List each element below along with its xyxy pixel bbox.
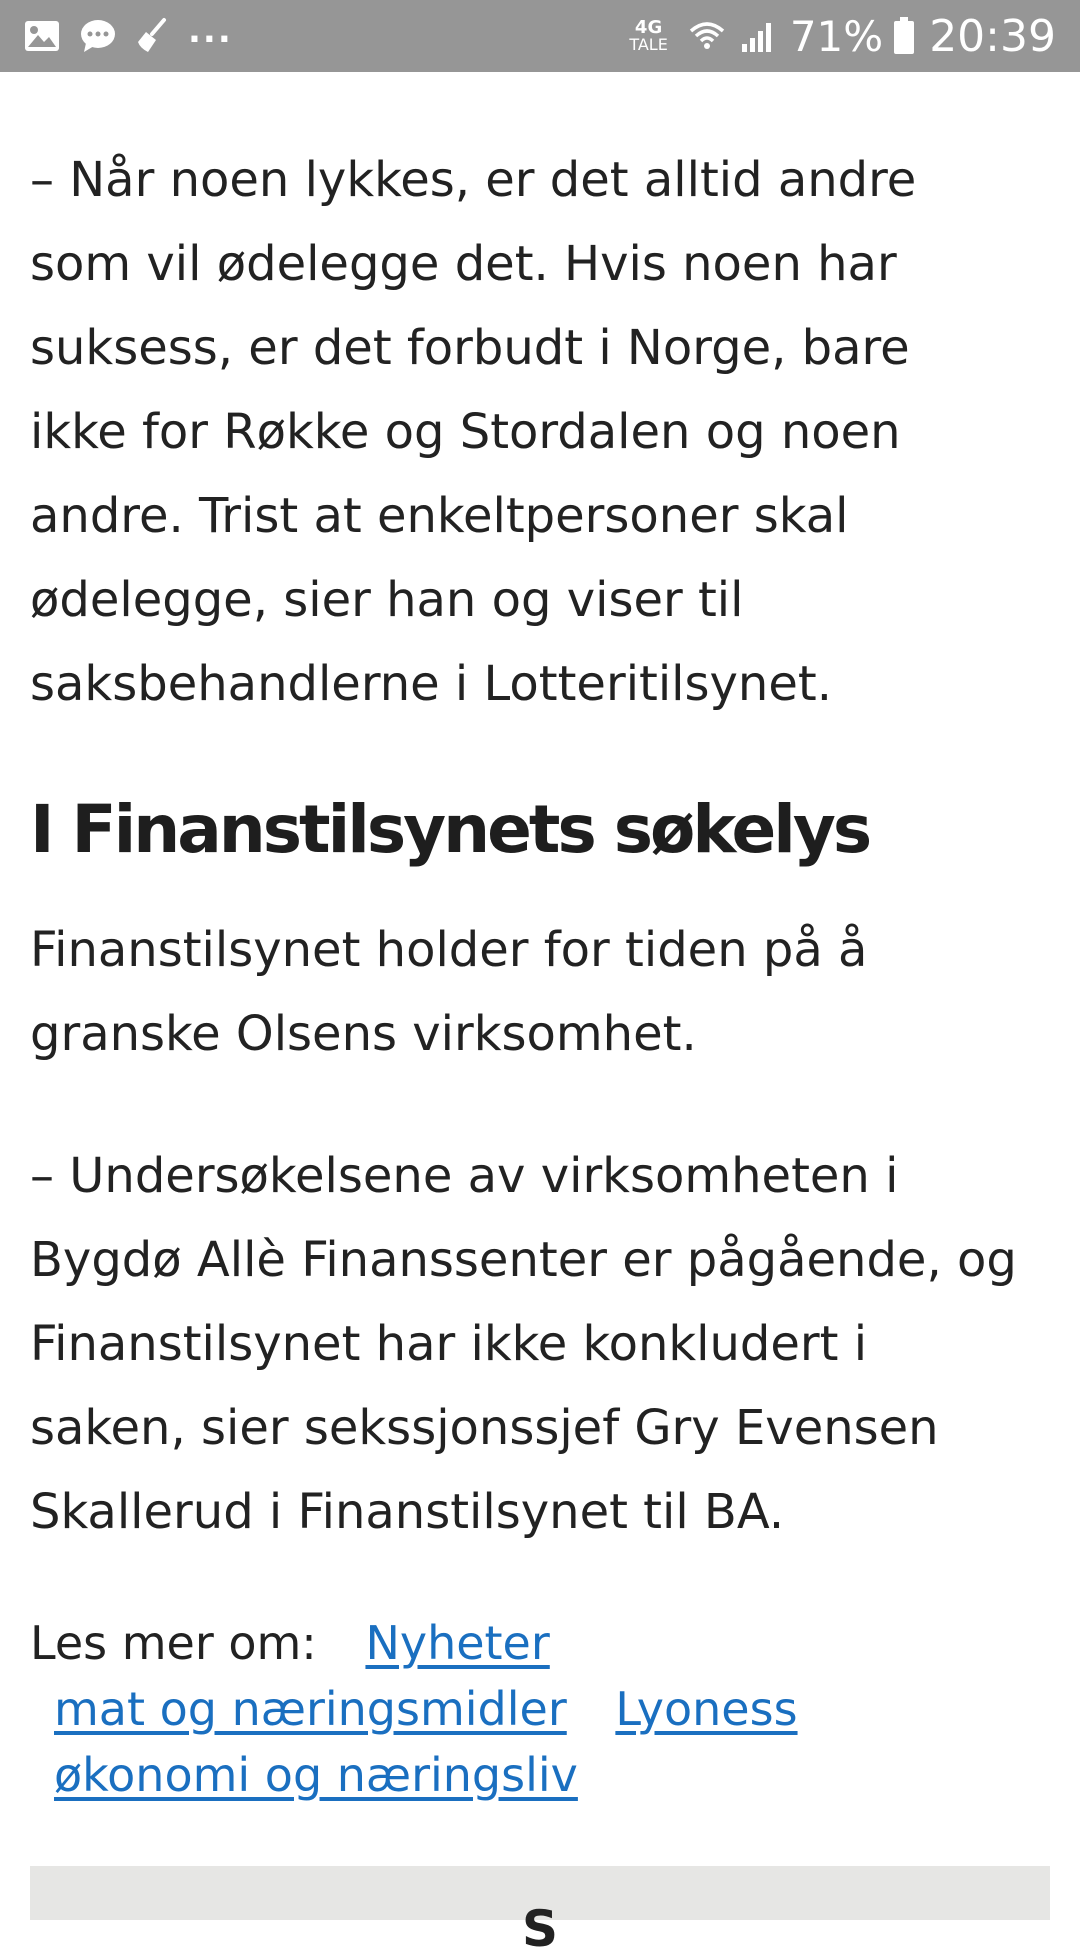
tag-link-nyheter[interactable]: Nyheter	[365, 1616, 550, 1670]
article-paragraph: – Når noen lykkes, er det alltid andre som vil ødelegge det. Hvis noen har suksess, er det forbudt i Norge, bare ikke for Røkke og Stordalen og noen andre. Trist at enkeltpersoner skal ødelegge, sier han og viser til saksbehandlerne i Lotteritilsynet.	[30, 152, 917, 712]
clock: 20:39	[929, 10, 1056, 62]
signal-icon	[740, 20, 776, 52]
tag-link-lyoness[interactable]: Lyoness	[615, 1682, 798, 1736]
status-bar-left	[24, 11, 233, 54]
status-bar-right	[629, 11, 1056, 62]
tag-link-okonomi-og-naeringsliv[interactable]: økonomi og næringsliv	[54, 1748, 578, 1802]
status-bar	[0, 0, 1080, 72]
more-notifications-icon: ...	[188, 11, 233, 51]
network-sub: TALE	[629, 35, 668, 54]
article-paragraph: – Undersøkelsene av virksomheten i Bygdø Allè Finanssenter er pågående, og Finanstilsynet har ikke konkludert i saken, sier sekssjonssjef Gry Evensen Skallerud i Finanstilsynet til BA.	[30, 1148, 1017, 1540]
related-tags	[30, 1610, 1050, 1808]
network-type: 4G	[634, 17, 663, 38]
bottom-section-title: S	[521, 1900, 558, 1958]
wifi-icon	[688, 19, 726, 53]
network-indicator	[629, 19, 668, 53]
battery-percent: 71%	[789, 11, 884, 61]
section-heading: I Finanstilsynets søkelys	[30, 791, 870, 868]
bottom-section-box	[30, 1866, 1050, 1958]
tag-link-mat-og-naeringsmidler[interactable]: mat og næringsmidler	[54, 1682, 567, 1736]
gallery-icon	[24, 20, 60, 52]
chat-bubble-icon	[80, 19, 116, 53]
article-paragraph: Finanstilsynet holder for tiden på å granske Olsens virksomhet.	[30, 922, 868, 1062]
tags-label: Les mer om:	[30, 1616, 317, 1670]
broom-icon	[136, 18, 168, 54]
battery-icon	[893, 17, 915, 55]
article-content	[30, 72, 1050, 1808]
